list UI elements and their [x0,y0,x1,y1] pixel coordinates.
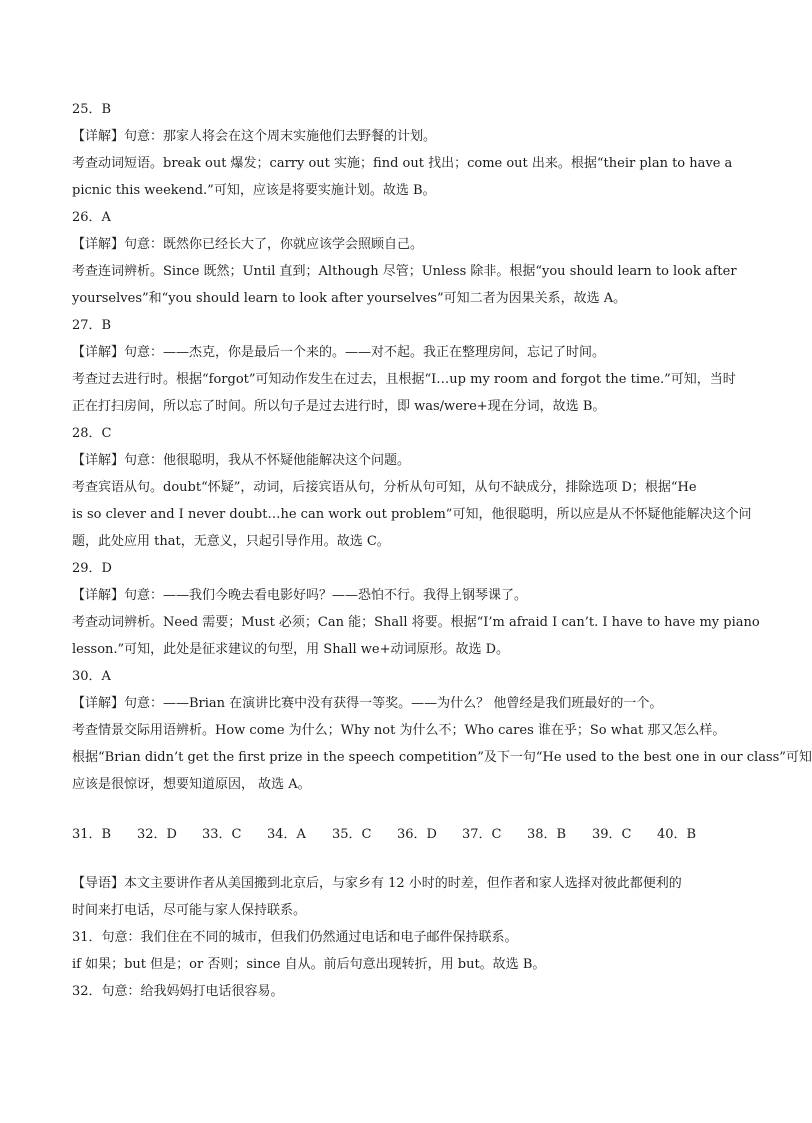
passage-explanations [72,924,722,1005]
question-number: 25．B [72,102,112,117]
explanation-line: 应该是很惊讶，想要知道原因， 故选 A。 [72,777,311,792]
answer-key-item: 40．B [657,827,697,842]
explanation-line: is so clever and I never doubt…he can work out problem”可知，他很聪明，所以应是从不怀疑他能解决这个问 [72,507,752,522]
answer-key-item: 32．D [137,827,177,842]
explanation-line: lesson.”可知，此处是征求建议的句型，用 Shall we+动词原形。故选 D。 [72,642,510,657]
explanation-line: 【详解】句意：那家人将会在这个周末实施他们去野餐的计划。 [72,129,437,144]
question-item [72,96,733,204]
explanation-line: 【详解】句意：——Brian 在演讲比赛中没有获得一等奖。——为什么？ 他曾经是我们班最好的一个。 [72,696,663,711]
explanation-line: 正在打扫房间，所以忘了时间。所以句子是过去进行时，即 was/were+现在分词，故选 B。 [72,399,606,414]
question-number: 29．D [72,561,112,576]
explanation-line: yourselves”和“you should learn to look after yourselves”可知二者为因果关系，故选 A。 [72,291,627,306]
question-item [72,204,737,312]
answer-key-item: 38．B [527,827,567,842]
explanation-line: 考查过去进行时。根据“forgot”可知动作发生在过去，且根据“I…up my room and forgot the time.”可知，当时 [72,372,736,387]
explanation-line: 根据“Brian didn’t get the first prize in the speech competition”及下一句“He used to the best one in our class”可知 [72,750,812,765]
answer-key-row [72,821,722,848]
question-number: 26．A [72,210,111,225]
passage-intro [72,870,722,924]
document-page [72,96,812,1005]
explanation-line: 考查宾语从句。doubt“怀疑”，动词，后接宾语从句，分析从句可知，从句不缺成分，排除选项 D；根据“He [72,480,697,495]
explanation-line: 【详解】句意：——杰克，你是最后一个来的。——对不起。我正在整理房间，忘记了时间。 [72,345,606,360]
question-item [72,420,752,555]
explanation-line: 考查连词辨析。Since 既然；Until 直到；Although 尽管；Unless 除非。根据“you should learn to look after [72,264,737,279]
answer-key-item: 39．C [592,827,632,842]
explanation-line: 【详解】句意：既然你已经长大了，你就应该学会照顾自己。 [72,237,424,252]
explanation-line: picnic this weekend.”可知，应该是将要实施计划。故选 B。 [72,183,436,198]
explanation-line: 考查动词短语。break out 爆发；carry out 实施；find out 找出；come out 出来。根据“their plan to have a [72,156,733,171]
answer-key-item: 36．D [397,827,437,842]
intro-line: 【导语】本文主要讲作者从美国搬到北京后，与家乡有 12 小时的时差，但作者和家人选择对彼此都便利的 [72,876,682,891]
answer-key-item: 31．B [72,827,112,842]
explanation-line: 题，此处应用 that，无意义，只起引导作用。故选 C。 [72,534,390,549]
explanation-line: 考查动词辨析。Need 需要；Must 必须；Can 能；Shall 将要。根据“I’m afraid I can’t. I have to have my piano [72,615,760,630]
question-item [72,555,760,663]
explanation-line: 31．句意：我们住在不同的城市，但我们仍然通过电话和电子邮件保持联系。 [72,930,518,945]
question-number: 27．B [72,318,112,333]
question-number: 28．C [72,426,112,441]
explanation-line: 考查情景交际用语辨析。How come 为什么；Why not 为什么不；Who cares 谁在乎；So what 那又怎么样。 [72,723,726,738]
explanation-line: 【详解】句意：他很聪明，我从不怀疑他能解决这个问题。 [72,453,411,468]
explanation-line: 【详解】句意：——我们今晚去看电影好吗？——恐怕不行。我得上钢琴课了。 [72,588,528,603]
intro-line: 时间来打电话，尽可能与家人保持联系。 [72,903,307,918]
question-number: 30．A [72,669,111,684]
answer-key-item: 35．C [332,827,372,842]
answer-key-item: 34．A [267,827,306,842]
answer-key-item: 37．C [462,827,502,842]
explanation-line: 32．句意：给我妈妈打电话很容易。 [72,984,284,999]
answer-key-item: 33．C [202,827,242,842]
explanation-line: if 如果；but 但是；or 否则；since 自从。前后句意出现转折，用 but。故选 B。 [72,957,546,972]
question-item [72,312,736,420]
question-item [72,663,812,798]
